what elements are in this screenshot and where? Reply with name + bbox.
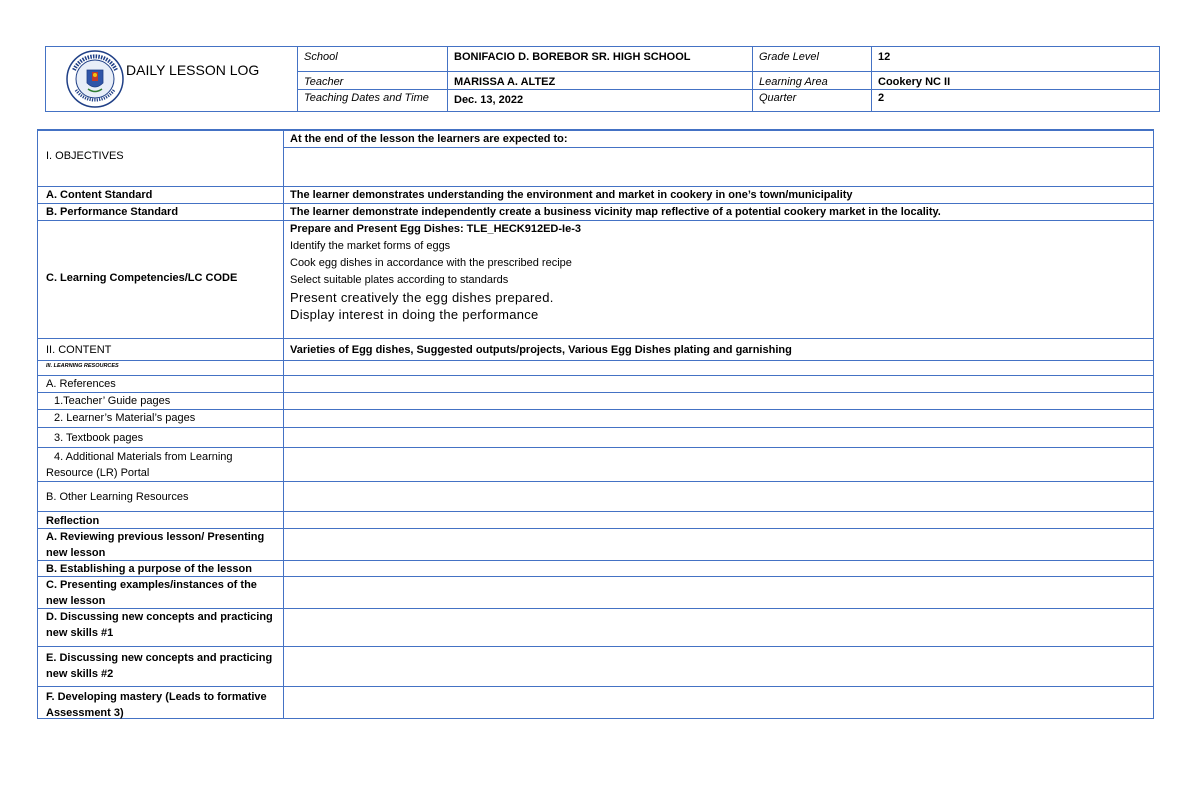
table-row: [38, 646, 1153, 687]
teacher-value: MARISSA A. ALTEZ: [454, 76, 556, 88]
competency-item: Cook egg dishes in accordance with the prescribed recipe: [290, 257, 572, 269]
content-label: II. CONTENT: [46, 344, 112, 356]
establishing-purpose-label: B. Establishing a purpose of the lesson: [46, 563, 252, 575]
discussing-skills-1-label: D. Discussing new concepts and practicing new skills #1: [46, 611, 273, 639]
performance-standard-value: The learner demonstrate independently create a business vicinity map reflective of a potential cookery market in the locality.: [290, 206, 941, 218]
header-table: [45, 46, 1160, 112]
objectives-label-text: I. OBJECTIVES: [46, 150, 124, 162]
competencies-label: C. Learning Competencies/LC CODE: [46, 272, 238, 284]
table-row: [38, 427, 1153, 448]
content-value: Varieties of Egg dishes, Suggested outputs/projects, Various Egg Dishes plating and garnishing: [290, 344, 792, 356]
table-row: [38, 220, 1153, 339]
teaching-dates-label: Teaching Dates and Time: [304, 92, 429, 104]
table-row: [38, 481, 1153, 512]
table-row: [38, 375, 1153, 393]
table-row: [38, 608, 1153, 647]
competency-item: Present creatively the egg dishes prepared.: [290, 290, 554, 305]
lesson-log-table: [37, 129, 1154, 719]
references-label: A. References: [46, 378, 116, 390]
table-row: [38, 186, 1153, 204]
competencies-list: [290, 221, 581, 323]
learner-material-label: 2. Learner’s Material’s pages: [54, 412, 196, 424]
table-row: [38, 360, 1153, 376]
learning-resources-label: III. LEARNING RESOURCES: [46, 363, 119, 369]
grade-level-value: 12: [878, 51, 891, 63]
table-row: [38, 576, 1153, 609]
competency-item: Prepare and Present Egg Dishes: TLE_HECK912ED-Ie-3: [290, 223, 581, 235]
table-row: [38, 130, 1153, 187]
deped-seal: [66, 50, 124, 108]
developing-mastery-label: F. Developing mastery (Leads to formative Assessment 3): [46, 691, 267, 719]
teacher-guide-label: 1.Teacher’ Guide pages: [54, 395, 171, 407]
additional-materials-label: 4. Additional Materials from Learning Resource (LR) Portal: [46, 451, 233, 479]
quarter-value: 2: [878, 92, 885, 104]
performance-standard-label: B. Performance Standard: [46, 206, 179, 218]
content-standard-label: A. Content Standard: [46, 189, 153, 201]
quarter-label: Quarter: [759, 92, 797, 104]
competency-item: Display interest in doing the performance: [290, 307, 539, 322]
teacher-label: Teacher: [304, 76, 344, 88]
objectives-label: [46, 148, 278, 164]
document-title: DAILY LESSON LOG: [126, 62, 260, 78]
reflection-label: Reflection: [46, 515, 100, 527]
objectives-value: At the end of the lesson the learners are expected to:: [290, 133, 568, 145]
presenting-examples-label: C. Presenting examples/instances of the new lesson: [46, 579, 257, 607]
learning-area-value: Cookery NC II: [878, 76, 951, 88]
content-standard-value: The learner demonstrates understanding the environment and market in cookery in one’s town/municipality: [290, 189, 853, 201]
table-row: [38, 560, 1153, 577]
table-row: [38, 511, 1153, 529]
table-row: [38, 338, 1153, 361]
reviewing-lesson-label: A. Reviewing previous lesson/ Presenting new lesson: [46, 531, 265, 559]
table-row: [38, 392, 1153, 410]
school-value: BONIFACIO D. BOREBOR SR. HIGH SCHOOL: [454, 51, 691, 63]
grade-level-label: Grade Level: [759, 51, 819, 63]
learning-area-label: Learning Area: [759, 76, 828, 88]
table-row: [38, 409, 1153, 428]
school-label: School: [304, 51, 338, 63]
table-row: [38, 447, 1153, 482]
teaching-dates-value: Dec. 13, 2022: [454, 94, 524, 106]
other-resources-label: B. Other Learning Resources: [46, 491, 189, 503]
discussing-skills-2-label: E. Discussing new concepts and practicing new skills #2: [46, 652, 273, 680]
table-row: [38, 203, 1153, 221]
table-row: [38, 528, 1153, 561]
competency-item: Select suitable plates according to standards: [290, 274, 509, 286]
textbook-label: 3. Textbook pages: [54, 432, 144, 444]
competency-item: Identify the market forms of eggs: [290, 240, 451, 252]
table-row: [38, 686, 1153, 721]
